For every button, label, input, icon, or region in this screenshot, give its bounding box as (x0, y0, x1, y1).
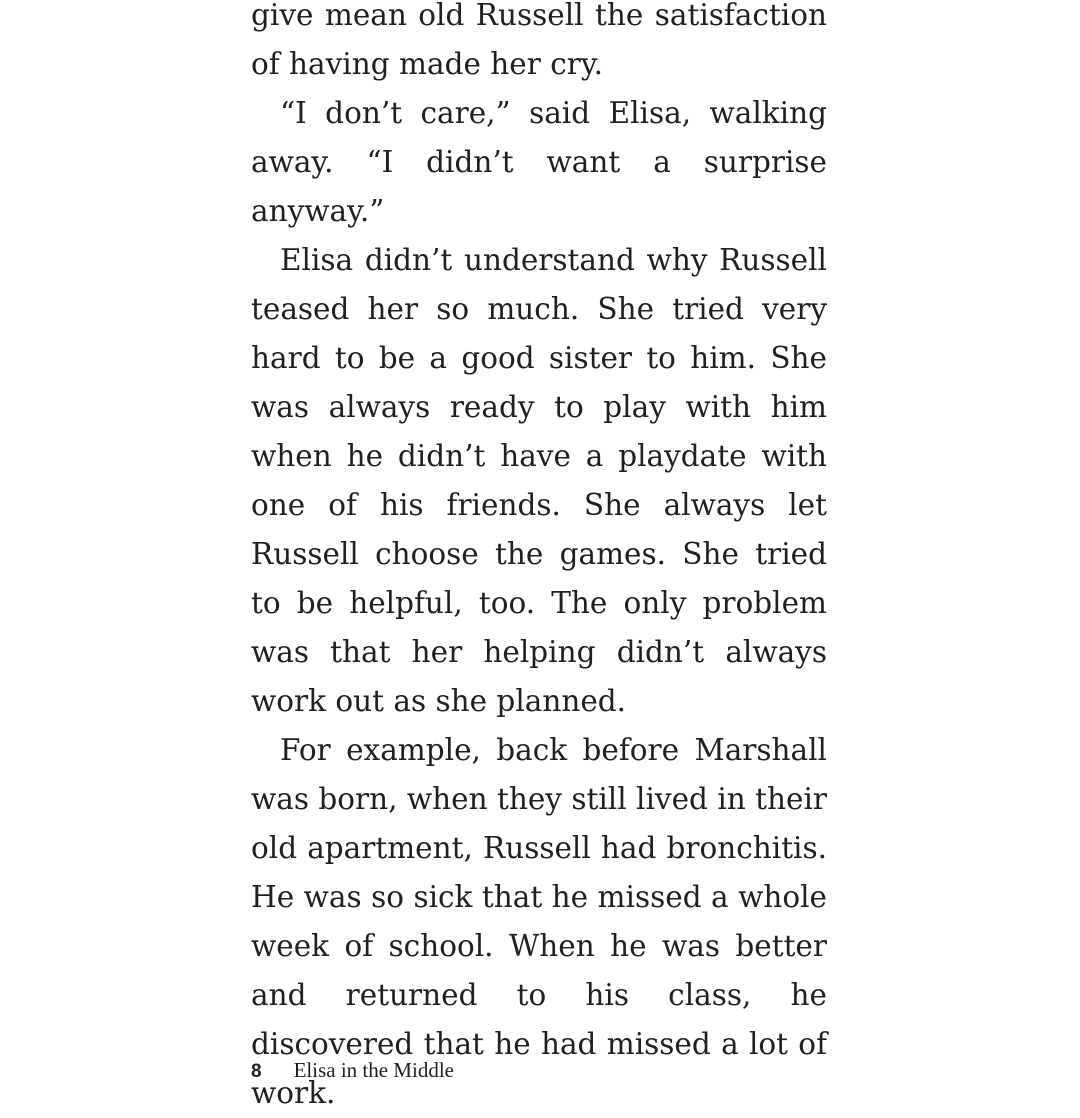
paragraph: Elisa didn’t understand why Russell teased her so much. She tried very hard to be a good sister to him. She was always ready to play with him when he didn’t have a playdate with one of his friends. She always let Russell choose the games. She tried to be helpful, too. The only problem was that her helping didn’t always work out as she planned. (251, 243, 827, 718)
paragraph: For example, back before Marshall was born, when they still lived in their old apartment, Russell had bronchitis. He was so sick that he missed a whole week of school. When he was better and returned to his class, he discovered that he had missed a lot of work. (251, 733, 827, 1110)
body-text (251, 0, 827, 1118)
page-number: 8 (251, 1061, 262, 1082)
paragraph: “I don’t care,” said Elisa, walking away. “I didn’t want a surprise anyway.” (251, 96, 827, 228)
page-footer (251, 1058, 454, 1086)
running-title: Elisa in the Middle (293, 1058, 454, 1082)
paragraph-continued: give mean old Russell the satisfaction of having made her cry. (251, 0, 827, 81)
